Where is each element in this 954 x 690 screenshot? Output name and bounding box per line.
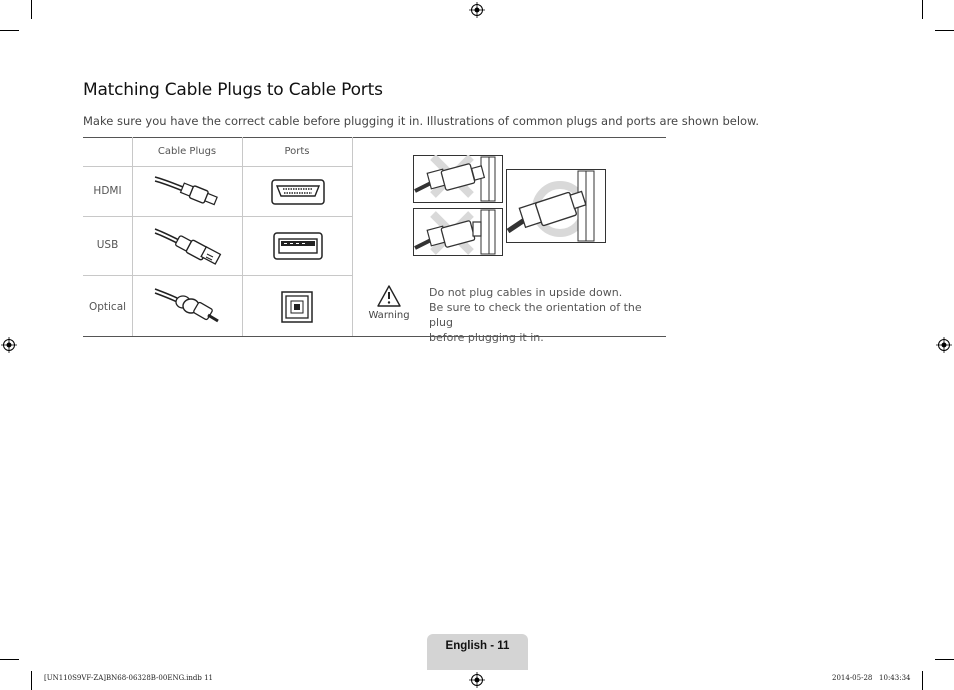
warning-label: Warning [368, 310, 410, 321]
row-label-optical: Optical [88, 301, 127, 313]
registration-mark-icon [1, 337, 17, 353]
table-row-divider [83, 275, 353, 276]
warning-triangle-icon [376, 284, 402, 308]
header-ports: Ports [284, 146, 310, 157]
warning-text [429, 285, 666, 345]
cable-plug-table [83, 137, 666, 344]
print-slug-right: 2014-05-28 10:43:34 [832, 674, 911, 682]
page-title: Matching Cable Plugs to Cable Ports [83, 80, 383, 100]
crop-mark [0, 659, 19, 660]
intro-text: Make sure you have the correct cable before plugging it in. Illustrations of common plugs and ports are shown below. [83, 114, 760, 128]
registration-mark-icon [469, 2, 485, 18]
crop-mark [31, 0, 32, 19]
row-label-hdmi: HDMI [93, 185, 122, 197]
crop-mark [31, 671, 32, 690]
crop-mark [935, 30, 954, 31]
table-row-divider [83, 216, 353, 217]
print-slug-left: [UN110S9VF-ZA]BN68-06328B-00ENG.indb 11 [44, 674, 213, 682]
row-label-usb: USB [96, 239, 119, 251]
usb-port-icon [273, 232, 323, 260]
warning-line: before plugging it in. [429, 331, 544, 344]
warning-line: Do not plug cables in upside down. [429, 286, 623, 299]
optical-plug-icon [153, 285, 225, 333]
table-top-rule [83, 137, 666, 138]
optical-port-icon [281, 291, 313, 323]
usb-plug-icon [153, 225, 225, 271]
table-column-divider [352, 137, 353, 336]
page-number-tab: English - 11 [427, 634, 528, 670]
correct-plug-illustration [506, 169, 606, 243]
hdmi-port-icon [271, 179, 325, 205]
crop-mark [0, 30, 19, 31]
crop-mark [922, 0, 923, 19]
warning-line: Be sure to check the orientation of the plug [429, 301, 642, 329]
wrong-plug-illustration [413, 208, 503, 256]
header-cable-plugs: Cable Plugs [157, 146, 217, 157]
registration-mark-icon [936, 337, 952, 353]
crop-mark [935, 659, 954, 660]
crop-mark [922, 671, 923, 690]
upside-down-plug-illustration [413, 155, 503, 203]
table-column-divider [132, 137, 133, 336]
hdmi-plug-icon [153, 173, 225, 211]
table-row-divider [83, 166, 353, 167]
table-column-divider [242, 137, 243, 336]
registration-mark-icon [469, 672, 485, 688]
